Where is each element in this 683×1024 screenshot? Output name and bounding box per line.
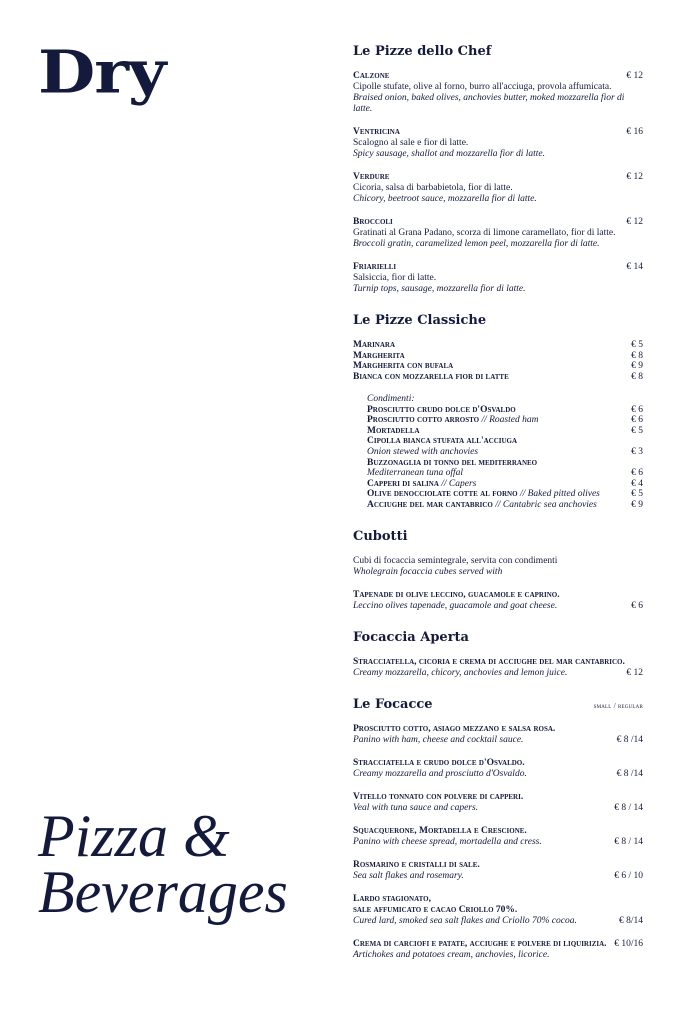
- cubotti-intro: Cubi di focaccia semintegrale, servita con condimenti Wholegrain focaccia cubes served with: [353, 555, 558, 577]
- condiment-label: [367, 447, 478, 458]
- section-title: Focaccia Aperta: [353, 629, 469, 645]
- item-name: Prosciutto cotto, asiago mezzano e salsa rosa.: [353, 723, 556, 734]
- item-description: Gratinati al Grana Padano, scorza di limone caramellato, fior di latte.: [353, 228, 616, 238]
- item-name: Broccoli: [353, 217, 393, 227]
- item-price: € 14: [626, 262, 643, 272]
- condiment-price: € 6: [631, 415, 643, 426]
- tagline-line-1: Pizza &: [38, 803, 230, 869]
- condiment-label: [367, 479, 476, 490]
- section-chef: [353, 44, 643, 295]
- condiment-price: € 5: [631, 489, 643, 500]
- condiment-item: [367, 479, 643, 490]
- condiment-price: € 9: [631, 499, 643, 510]
- menu-item: [353, 262, 643, 295]
- condiment-label: [367, 489, 600, 500]
- condiment-item: [367, 500, 643, 511]
- item-name: Stracciatella e crudo dolce d'Osvaldo.: [353, 757, 525, 768]
- item-price: € 8: [631, 350, 643, 361]
- menu-item: Tapenade di olive leccino, guacamole e caprino. Leccino olives tapenade, guacamole and goat cheese. € 6: [353, 589, 643, 611]
- item-name-line-2: sale affumicato e cacao Criollo 70%.: [353, 904, 518, 915]
- condiment-translation: // Roasted ham: [479, 415, 539, 426]
- menu-item: [353, 894, 643, 927]
- menu-item: [353, 939, 643, 961]
- condiment-name: Cipolla bianca stufata all'acciuga: [367, 436, 518, 447]
- condiment-price: € 3: [631, 446, 643, 457]
- condiment-item: [367, 458, 643, 469]
- item-name: Friarielli: [353, 262, 397, 272]
- menu-item: [353, 724, 643, 746]
- condiment-item: [367, 405, 643, 416]
- item-footer: [353, 837, 643, 848]
- item-price: € 8 /14: [616, 734, 643, 745]
- item-price: € 8 / 14: [614, 836, 643, 847]
- condiment-item: [367, 436, 643, 447]
- condiment-name: Olive denocciolate cotte al forno: [367, 489, 518, 500]
- chef-items: [353, 71, 643, 295]
- item-translation: Artichokes and potatoes cream, anchovies, licorice.: [353, 949, 550, 960]
- item-name: Calzone: [353, 71, 390, 81]
- menu-item: [353, 758, 643, 780]
- menu-item: [353, 71, 643, 115]
- focacce-items: [353, 724, 643, 961]
- item-name: Crema di carciofi e patate, acciughe e polvere di liquirizia.: [353, 938, 607, 949]
- item-price: € 6: [631, 600, 643, 611]
- item-price: € 8 /14: [616, 768, 643, 779]
- condiment-item: [367, 489, 643, 500]
- section-title: Le Pizze dello Chef: [353, 44, 492, 59]
- item-translation: Panino with cheese spread, mortadella and cress.: [353, 836, 542, 847]
- condiment-item: [367, 447, 643, 458]
- menu-item: Stracciatella, cicoria e crema di acciughe del mar cantabrico. Creamy mozzarella, chicory, anchovies and lemon juice. € 12: [353, 656, 643, 678]
- classiche-items: [353, 340, 643, 382]
- condiment-label: [367, 405, 516, 416]
- item-name: Verdure: [353, 172, 390, 182]
- condiment-translation: // Capers: [438, 478, 477, 489]
- item-header: [353, 172, 643, 183]
- section-focaccia-aperta: [353, 630, 643, 679]
- item-translation: Spicy sausage, shallot and mozzarella fior di latte.: [353, 149, 546, 159]
- item-footer: [353, 916, 643, 927]
- item-translation: Broccoli gratin, caramelized lemon peel, mozzarella fior di latte.: [353, 239, 600, 249]
- item-description: Scalogno al sale e fior di latte.: [353, 138, 469, 148]
- size-note: small / regular: [593, 700, 643, 710]
- menu-item: [353, 860, 643, 882]
- section-focacce: [353, 697, 643, 961]
- condiment-label: [367, 500, 597, 511]
- condiment-name: Prosciutto cotto arrosto: [367, 415, 480, 426]
- menu-item: [353, 340, 643, 351]
- item-footer: [353, 803, 643, 814]
- item-description: Cipolle stufate, olive al forno, burro all'acciuga, provola affumicata.: [353, 82, 612, 92]
- item-translation: Panino with ham, cheese and cocktail sauce.: [353, 734, 524, 745]
- condiment-price: € 4: [631, 478, 643, 489]
- item-name: Margherita con bufala: [353, 361, 454, 371]
- condiment-item: [367, 426, 643, 437]
- condiment-translation: // Cantabric sea anchovies: [492, 499, 597, 510]
- item-price: € 8 / 14: [614, 802, 643, 813]
- item-price: € 12: [626, 667, 643, 678]
- condiment-price: € 6: [631, 468, 643, 479]
- item-header: [353, 217, 643, 228]
- condiment-item: [367, 415, 643, 426]
- item-name: Squacquerone, Mortadella e Crescione.: [353, 825, 527, 836]
- item-footer: [353, 769, 643, 780]
- menu-column: [353, 44, 643, 979]
- menu-item: [353, 372, 643, 383]
- item-price: € 12: [626, 172, 643, 182]
- item-price: € 8: [631, 371, 643, 382]
- condiment-label: [367, 468, 463, 479]
- condiment-name: Acciughe del mar cantabrico: [367, 499, 493, 510]
- condiment-name: Mortadella: [367, 425, 420, 436]
- item-description: Cicoria, salsa di barbabietola, fior di latte.: [353, 183, 513, 193]
- item-header: [353, 262, 643, 273]
- item-price: € 10/16: [614, 938, 643, 949]
- condiment-item: [367, 468, 643, 479]
- section-cubotti: [353, 529, 643, 612]
- condiments-label: Condimenti:: [367, 394, 415, 404]
- menu-item: [353, 361, 643, 372]
- item-header: [353, 939, 643, 950]
- item-name: Rosmarino e cristalli di sale.: [353, 859, 480, 870]
- condiment-translation: Onion stewed with anchovies: [367, 446, 479, 457]
- item-footer: [353, 871, 643, 882]
- item-name: Bianca con mozzarella fior di latte: [353, 371, 509, 382]
- item-translation: Creamy mozzarella and prosciutto d'Osvaldo.: [353, 768, 527, 779]
- item-price: € 9: [631, 361, 643, 371]
- condiment-label: [367, 458, 537, 469]
- menu-item: [353, 351, 643, 362]
- item-price: € 16: [626, 127, 643, 137]
- item-translation: Sea salt flakes and rosemary.: [353, 870, 464, 881]
- item-name: Marinara: [353, 340, 396, 350]
- condiment-translation: // Baked pitted olives: [517, 489, 600, 500]
- menu-item: [353, 792, 643, 814]
- menu-item: [353, 172, 643, 205]
- item-header: [353, 71, 643, 82]
- item-translation: Turnip tops, sausage, mozzarella fior di latte.: [353, 284, 526, 294]
- condiment-price: € 5: [631, 425, 643, 436]
- section-classiche: [353, 313, 643, 511]
- item-footer: [353, 735, 643, 746]
- brand-logo: Dry: [38, 36, 166, 107]
- item-name: Margherita: [353, 350, 405, 361]
- menu-item: [353, 217, 643, 250]
- item-name: Lardo stagionato,: [353, 893, 431, 904]
- item-translation: Chicory, beetroot sauce, mozzarella fior di latte.: [353, 194, 537, 204]
- section-title: Le Pizze Classiche: [353, 313, 487, 328]
- menu-item: [353, 127, 643, 160]
- condiment-price: € 6: [631, 404, 643, 415]
- tagline-line-2: Beverages: [38, 859, 288, 925]
- item-price: € 12: [626, 217, 643, 227]
- condiments-list: [367, 394, 643, 511]
- item-translation: Veal with tuna sauce and capers.: [353, 802, 479, 813]
- item-name: Ventricina: [353, 127, 400, 137]
- condiment-name: Prosciutto crudo dolce d'Osvaldo: [367, 404, 516, 415]
- item-description: Salsiccia, fior di latte.: [353, 273, 437, 283]
- item-price: € 8/14: [618, 915, 643, 926]
- condiment-name: Buzzonaglia di tonno del mediterraneo: [367, 457, 538, 468]
- condiment-label: [367, 426, 420, 437]
- item-price: € 5: [631, 340, 643, 350]
- item-name: Vitello tonnato con polvere di capperi.: [353, 791, 524, 802]
- item-translation: Braised onion, baked olives, anchovies butter, moked mozzarella fior di latte.: [353, 93, 625, 114]
- item-price: € 12: [626, 71, 643, 81]
- condiment-label: [367, 436, 517, 447]
- condiment-name: Capperi di salina: [367, 478, 439, 489]
- section-title: Le Focacce small / regular: [353, 696, 643, 712]
- condiment-label: [367, 415, 538, 426]
- item-header: [353, 127, 643, 138]
- menu-item: [353, 826, 643, 848]
- section-title: Cubotti: [353, 528, 408, 544]
- condiment-translation: Mediterranean tuna offal: [367, 468, 464, 479]
- tagline: [38, 803, 288, 925]
- item-translation: Cured lard, smoked sea salt flakes and Criollo 70% cocoa.: [353, 915, 577, 926]
- item-price: € 6 / 10: [614, 870, 643, 881]
